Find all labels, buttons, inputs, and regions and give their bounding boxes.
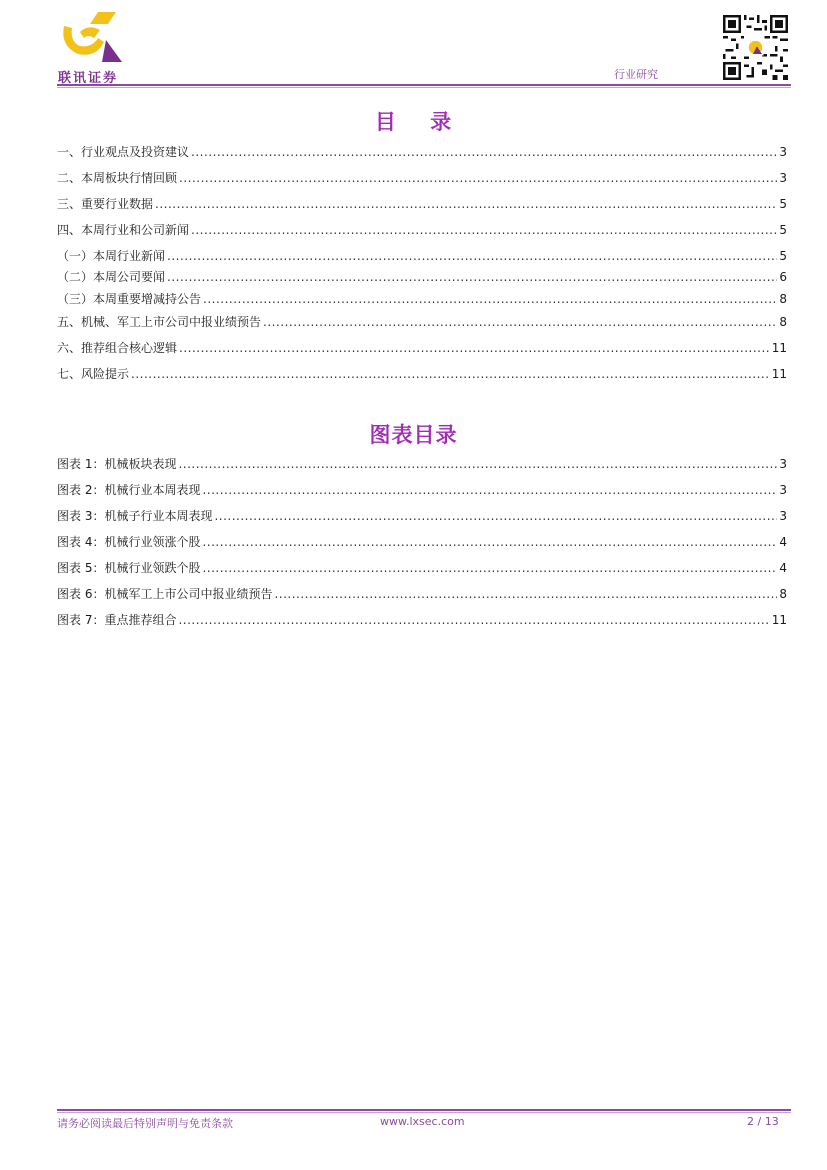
figure-entry[interactable] <box>57 507 787 525</box>
figure-dot-leader <box>202 533 777 551</box>
figure-entry-page[interactable]: 4 <box>779 535 787 549</box>
figure-dot-leader <box>202 559 777 577</box>
figures-title: 图表目录 <box>369 422 458 447</box>
toc-entry-title[interactable]: 一、行业观点及投资建议 <box>57 145 190 159</box>
toc-entry-title[interactable]: （二）本周公司要闻 <box>57 270 166 284</box>
figure-entry[interactable] <box>57 559 787 577</box>
toc-entry-page[interactable]: 8 <box>779 292 787 306</box>
toc-entry[interactable] <box>57 313 787 331</box>
logo-text: 联讯证券 <box>58 71 119 86</box>
toc-entry-page[interactable]: 11 <box>771 367 787 381</box>
toc-entry-page[interactable]: 6 <box>779 270 787 284</box>
toc-entry-page[interactable]: 5 <box>779 197 787 211</box>
figure-entry-page[interactable]: 11 <box>771 613 787 627</box>
figure-entry-page[interactable]: 3 <box>779 509 787 523</box>
toc-entry[interactable] <box>57 290 787 308</box>
toc-title: 目 录 <box>374 109 453 134</box>
toc-entry[interactable] <box>57 365 787 383</box>
company-logo <box>58 12 128 86</box>
logo-mark-icon <box>58 12 128 68</box>
figure-entry-page[interactable]: 3 <box>779 483 787 497</box>
section-label: 行业研究 <box>614 68 658 81</box>
toc-entry[interactable] <box>57 339 787 357</box>
toc-entry-page[interactable]: 3 <box>779 145 787 159</box>
toc-dot-leader <box>179 169 777 187</box>
figure-dot-leader <box>202 481 777 499</box>
footer-page-number: 2 / 13 <box>747 1115 779 1128</box>
toc-dot-leader <box>203 290 777 308</box>
toc-entry-page[interactable]: 5 <box>779 249 787 263</box>
header-divider <box>57 84 791 88</box>
toc-dot-leader <box>167 268 777 286</box>
toc-entry-title[interactable]: 六、推荐组合核心逻辑 <box>57 341 178 355</box>
toc-entry-page[interactable]: 3 <box>779 171 787 185</box>
figure-entry-title[interactable]: 图表 4：机械行业领涨个股 <box>57 535 201 549</box>
toc-entry[interactable] <box>57 268 787 286</box>
figure-entry[interactable] <box>57 585 787 603</box>
toc-entry-page[interactable]: 5 <box>779 223 787 237</box>
toc-dot-leader <box>191 221 777 239</box>
toc-dot-leader <box>167 247 777 265</box>
figure-entry-title[interactable]: 图表 7：重点推荐组合 <box>57 613 177 627</box>
figure-dot-leader <box>178 611 769 629</box>
toc-dot-leader <box>155 195 777 213</box>
figure-dot-leader <box>178 455 777 473</box>
toc-entry-title[interactable]: 三、重要行业数据 <box>57 197 154 211</box>
figure-entry[interactable] <box>57 611 787 629</box>
toc-dot-leader <box>191 143 777 161</box>
footer-website-link[interactable]: www.lxsec.com <box>380 1115 465 1128</box>
figure-entry-title[interactable]: 图表 2：机械行业本周表现 <box>57 483 201 497</box>
page-header <box>0 0 827 92</box>
figure-dot-leader <box>274 585 777 603</box>
figure-entry[interactable] <box>57 533 787 551</box>
qr-code-icon <box>723 15 788 80</box>
toc-entry[interactable] <box>57 195 787 213</box>
toc-dot-leader <box>179 339 770 357</box>
toc-entry[interactable] <box>57 169 787 187</box>
toc-entry[interactable] <box>57 247 787 265</box>
figure-entry-page[interactable]: 3 <box>779 457 787 471</box>
toc-entry[interactable] <box>57 143 787 161</box>
figure-entry-title[interactable]: 图表 3：机械子行业本周表现 <box>57 509 213 523</box>
figure-entry[interactable] <box>57 455 787 473</box>
toc-dot-leader <box>263 313 777 331</box>
figure-entry-page[interactable]: 4 <box>779 561 787 575</box>
toc-entry-page[interactable]: 11 <box>771 341 787 355</box>
footer-disclaimer: 请务必阅读最后特别声明与免责条款 <box>57 1117 233 1130</box>
figure-entry-title[interactable]: 图表 6：机械军工上市公司中报业绩预告 <box>57 587 273 601</box>
footer-divider <box>57 1109 791 1113</box>
toc-entry[interactable] <box>57 221 787 239</box>
toc-entry-title[interactable]: 七、风险提示 <box>57 367 130 381</box>
toc-entry-title[interactable]: 五、机械、军工上市公司中报业绩预告 <box>57 315 262 329</box>
toc-dot-leader <box>131 365 770 383</box>
figure-entry-page[interactable]: 8 <box>779 587 787 601</box>
figure-entry-title[interactable]: 图表 5：机械行业领跌个股 <box>57 561 201 575</box>
toc-entry-title[interactable]: 四、本周行业和公司新闻 <box>57 223 190 237</box>
toc-entry-title[interactable]: （一）本周行业新闻 <box>57 249 166 263</box>
figure-entry-title[interactable]: 图表 1：机械板块表现 <box>57 457 177 471</box>
toc-entry-title[interactable]: 二、本周板块行情回顾 <box>57 171 178 185</box>
figure-entry[interactable] <box>57 481 787 499</box>
toc-entry-page[interactable]: 8 <box>779 315 787 329</box>
toc-entry-title[interactable]: （三）本周重要增减持公告 <box>57 292 202 306</box>
figure-dot-leader <box>214 507 777 525</box>
